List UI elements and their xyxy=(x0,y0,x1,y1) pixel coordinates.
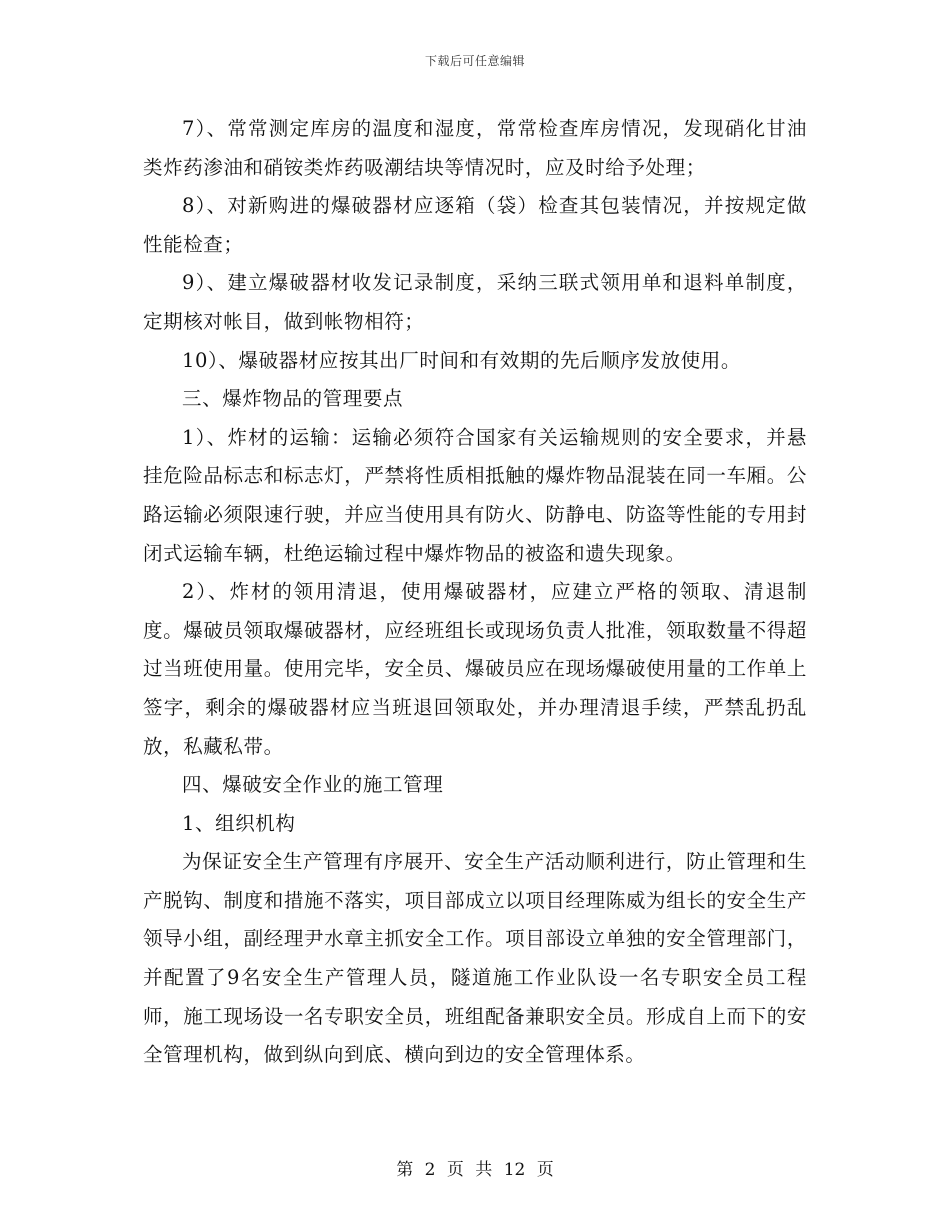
page-header-note: 下载后可任意编辑 xyxy=(424,54,525,68)
paragraph-organization: 为保证安全生产管理有序展开、安全生产活动顺利进行，防止管理和生产脱钩、制度和措施不落实，项目部成立以项目经理陈威为组长的安全生产领导小组，副经理尹水章主抓安全工作。项目部设立单独的安全管理部门，并配置了9名安全生产管理人员，隧道施工作业队设一名专职安全员工程师，施工现场设一名专职安全员，班组配备兼职安全员。形成自上而下的安全管理机构，做到纵向到底、横向到边的安全管理体系。 xyxy=(143,850,807,1067)
paragraph-transport: 1）、炸材的运输：运输必须符合国家有关运输规则的安全要求，并悬挂危险品标志和标志灯，严禁将性质相抵触的爆炸物品混装在同一车厢。公路运输必须限速行驶，并应当使用具有防火、防静电、防盗等性能的专用封闭式运输车辆，杜绝运输过程中爆炸物品的被盗和遗失现象。 xyxy=(143,425,807,565)
paragraph-item-9: 9）、建立爆破器材收发记录制度，采纳三联式领用单和退料单制度，定期核对帐目，做到帐物相符； xyxy=(143,271,807,333)
subheading-organization: 1、组织机构 xyxy=(182,811,296,835)
paragraph-item-8: 8）、对新购进的爆破器材应逐箱（袋）检查其包装情况，并按规定做性能检查； xyxy=(143,194,807,256)
paragraph-item-10: 10）、爆破器材应按其出厂时间和有效期的先后顺序发放使用。 xyxy=(182,348,741,372)
paragraph-issue-return: 2）、炸材的领用清退，使用爆破器材，应建立严格的领取、清退制度。爆破员领取爆破器材，应经班组长或现场负责人批准，领取数量不得超过当班使用量。使用完毕，安全员、爆破员应在现场爆破使用量的工作单上签字，剩余的爆破器材应当班退回领取处，并办理清退手续，严禁乱扔乱放，私藏私带。 xyxy=(143,580,807,758)
section-heading-3: 三、爆炸物品的管理要点 xyxy=(182,387,404,411)
section-heading-4: 四、爆破安全作业的施工管理 xyxy=(182,773,444,797)
page-number-footer: 第 2 页 共 12 页 xyxy=(396,1160,554,1180)
paragraph-item-7: 7）、常常测定库房的温度和湿度，常常检查库房情况，发现硝化甘油类炸药渗油和硝铵类炸药吸潮结块等情况时，应及时给予处理； xyxy=(143,117,807,179)
document-body xyxy=(143,110,807,1075)
